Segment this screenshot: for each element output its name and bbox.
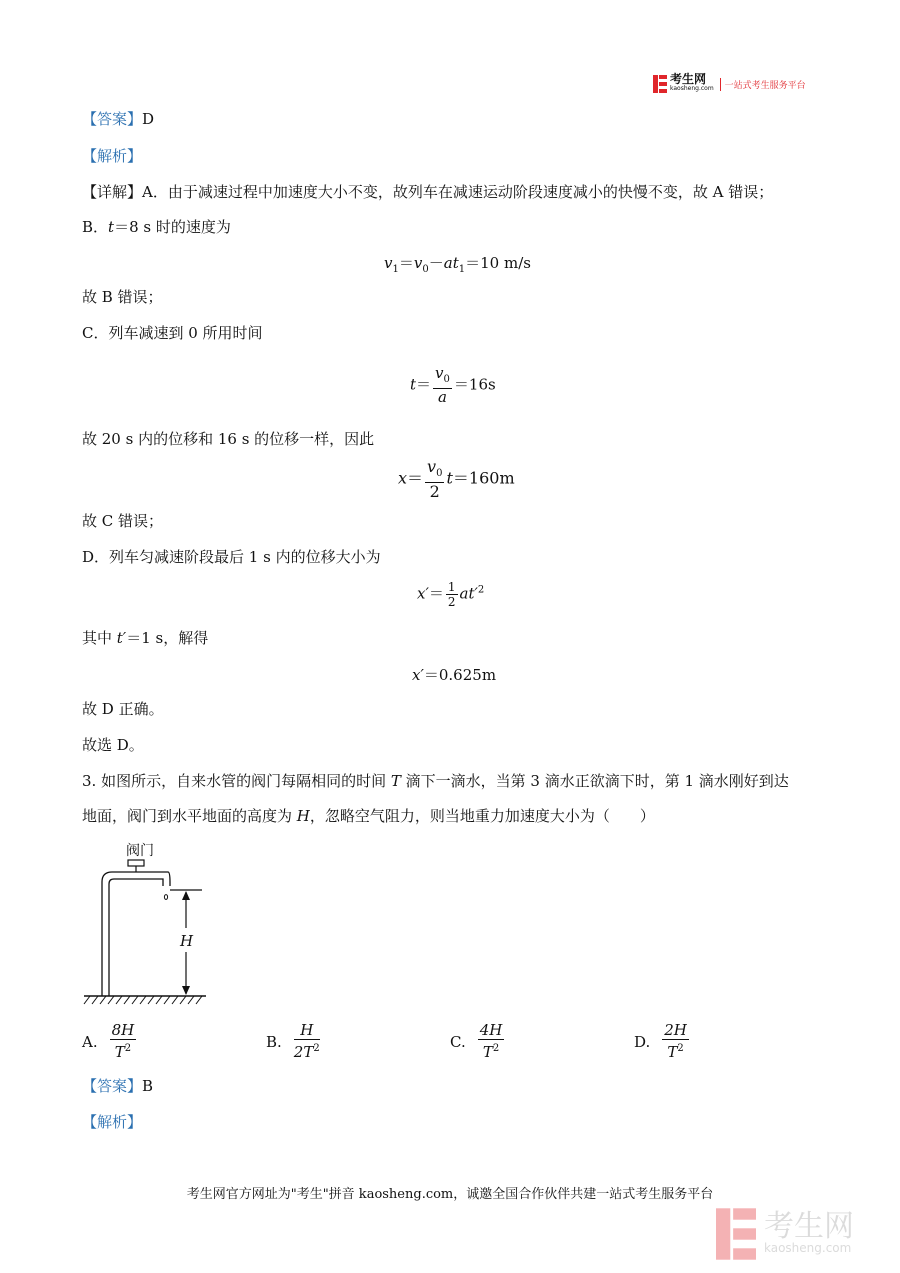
option-d-sup: 2	[677, 1043, 684, 1054]
d-where-line	[82, 628, 208, 648]
footer-text: 考生网官方网址为"考生"拼音 kaosheng.com，诚邀全国合作伙伴共建一站式考生服务平台	[186, 1187, 714, 1202]
option-b[interactable]	[266, 1022, 322, 1061]
equation-v1	[384, 252, 531, 275]
option-a-fraction	[110, 1022, 137, 1061]
option-c-sup: 2	[492, 1043, 500, 1054]
eq2-num: v	[435, 364, 444, 382]
q2-answer-line	[82, 109, 154, 129]
d-where-pre: 其中	[82, 629, 117, 647]
c-line: C．列车减速到 0 所用时间	[82, 324, 263, 342]
option-b-num: H	[300, 1021, 314, 1039]
option-a[interactable]	[82, 1022, 138, 1061]
eq1-sub1: 1	[392, 264, 399, 275]
option-a-num: 8H	[111, 1021, 135, 1039]
watermark-sub: kaosheng.com	[764, 1241, 852, 1255]
q3-line1-a: 3. 如图所示，自来水管的阀门每隔相同的时间	[82, 772, 391, 790]
eq2-num-sub: 0	[443, 374, 450, 385]
q3-line2-b: ，忽略空气阻力，则当地重力加速度大小为（ ）	[309, 807, 655, 825]
eq3-result: ＝160m	[452, 468, 515, 488]
eq2-fraction	[433, 365, 452, 406]
b-label: B．	[82, 218, 109, 236]
eq3-t: t	[446, 468, 453, 488]
b-t-symbol: t	[108, 218, 115, 236]
eq3-equals: ＝	[407, 468, 424, 488]
valve-label: 阀门	[126, 843, 154, 859]
eq3-num: v	[427, 457, 437, 476]
q3-answer-line	[82, 1076, 153, 1096]
b-text: ＝8 s 时的速度为	[114, 218, 231, 236]
eq1-v: v	[384, 254, 393, 272]
eq2-equals: ＝	[416, 375, 432, 394]
d-line: D．列车匀减速阶段最后 1 s 内的位移大小为	[82, 548, 381, 566]
equation-x-prime	[417, 580, 484, 609]
header-logo	[653, 74, 806, 94]
d-where-t: t′	[116, 629, 127, 647]
option-c-label: C.	[450, 1032, 466, 1051]
eq2-t: t	[410, 375, 417, 394]
option-c-fraction	[478, 1022, 505, 1061]
kaosheng-logo-icon	[653, 75, 667, 93]
q3-line1	[82, 771, 789, 791]
option-b-den: 2T	[293, 1043, 314, 1061]
option-b-sup: 2	[313, 1043, 320, 1054]
option-b-label: B.	[266, 1032, 282, 1051]
eq4-equals: ＝	[428, 584, 444, 603]
option-b-fraction	[294, 1022, 320, 1061]
q3-line2	[82, 806, 655, 826]
b-end: 故 B 错误；	[82, 288, 163, 306]
eq1-at: at	[443, 254, 459, 272]
q3-answer-tag: 【答案】	[82, 1077, 143, 1095]
eq3-x: x	[398, 468, 408, 488]
q3-line1-b: 滴下一滴水，当第 3 滴水正欲滴下时，第 1 滴水刚好到达	[400, 772, 789, 790]
option-c-den: T	[482, 1043, 493, 1061]
d-end: 故 D 正确。	[82, 700, 164, 718]
option-d-label: D.	[634, 1032, 651, 1051]
option-c-num: 4H	[479, 1021, 503, 1039]
logo-sub: kaosheng.com	[670, 85, 714, 92]
detail-tag: 【详解】	[82, 183, 143, 201]
eq2-den: a	[438, 388, 447, 406]
eq1-sub2: 1	[458, 264, 466, 275]
equation-t	[410, 365, 496, 406]
d-where-rest: ＝1 s，解得	[126, 629, 209, 647]
c-end: 故 C 错误；	[82, 512, 164, 530]
answer-value: D	[142, 110, 155, 128]
eq1-sub0: 0	[422, 264, 429, 275]
eq4-x: x′	[417, 584, 429, 603]
logo-slogan: 一站式考生服务平台	[720, 78, 806, 91]
option-a-sup: 2	[124, 1043, 132, 1054]
choose-line: 故选 D。	[82, 736, 144, 754]
eq3-num-sub: 0	[436, 468, 443, 480]
option-d[interactable]	[634, 1022, 691, 1061]
height-label: H	[180, 932, 194, 950]
b-line	[82, 217, 231, 237]
answer-tag: 【答案】	[82, 110, 143, 128]
eq2-result: ＝16s	[453, 375, 496, 394]
q3-answer-value: B	[142, 1077, 154, 1095]
watermark-logo-icon	[716, 1208, 756, 1260]
analysis-tag: 【解析】	[82, 147, 143, 165]
watermark-text: 考生网	[764, 1209, 854, 1244]
equation-x	[398, 458, 515, 500]
logo-text: 考生网	[670, 72, 707, 86]
eq4-sup: 2	[477, 584, 485, 596]
eq4-den: 2	[447, 595, 456, 609]
option-a-den: T	[114, 1043, 125, 1061]
eq5-result: ＝0.625m	[423, 666, 497, 684]
eq4-fraction	[446, 580, 458, 609]
option-d-num: 2H	[664, 1021, 687, 1039]
q3-H: H	[296, 807, 310, 825]
faucet-figure	[82, 840, 212, 1010]
eq4-at: at′	[459, 584, 478, 603]
eq1-minus: －	[428, 254, 444, 272]
faucet-diagram	[82, 840, 212, 1010]
detail-a-text: A．由于减速过程中加速度大小不变，故列车在减速运动阶段速度减小的快慢不变，故 A 错误；	[142, 183, 774, 201]
eq3-fraction	[425, 458, 444, 500]
q3-T: T	[390, 772, 401, 790]
detail-a-line	[82, 182, 773, 202]
watermark	[716, 1208, 854, 1260]
q3-analysis-tag: 【解析】	[82, 1113, 143, 1131]
option-d-fraction	[662, 1022, 689, 1061]
option-d-den: T	[667, 1043, 678, 1061]
eq1-v0: v	[413, 254, 423, 272]
c-line2: 故 20 s 内的位移和 16 s 的位移一样，因此	[82, 430, 375, 448]
option-c[interactable]	[450, 1022, 506, 1061]
eq1-equals: ＝	[398, 254, 414, 272]
q3-line2-a: 地面，阀门到水平地面的高度为	[82, 807, 297, 825]
eq5-x: x′	[412, 666, 424, 684]
eq3-den: 2	[429, 482, 440, 502]
option-a-label: A.	[82, 1032, 98, 1051]
eq1-result: ＝10 m/s	[465, 254, 531, 272]
equation-result	[412, 664, 496, 685]
eq4-num: 1	[447, 580, 456, 594]
